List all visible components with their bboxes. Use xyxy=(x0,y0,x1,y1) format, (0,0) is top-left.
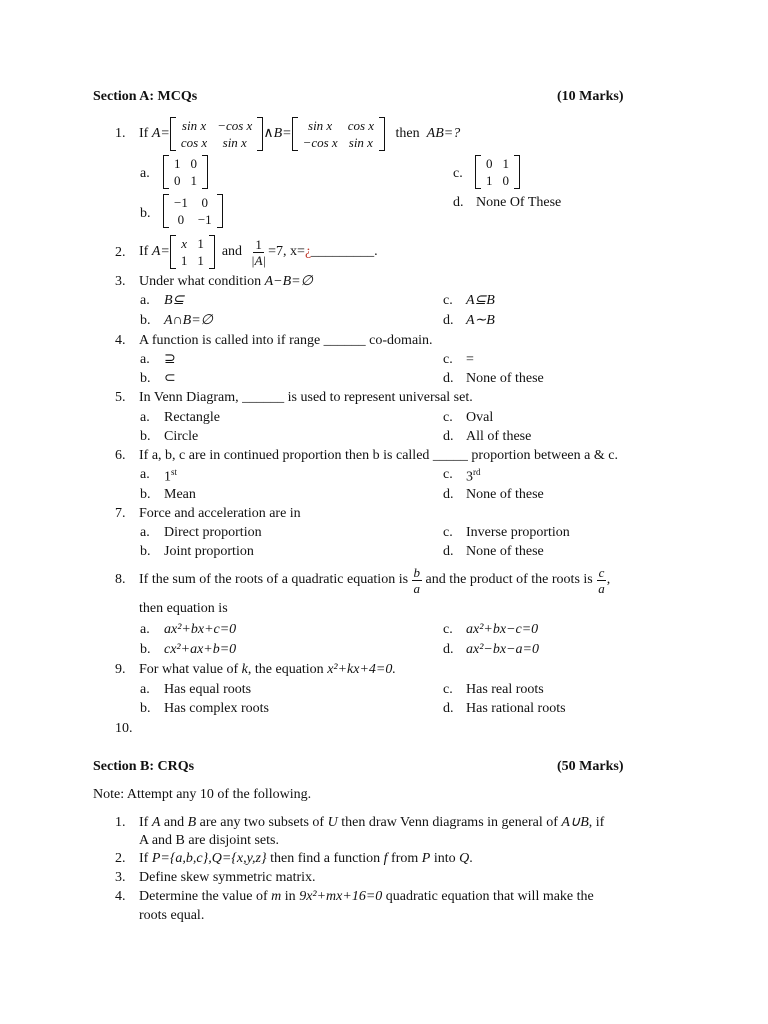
q3-opt-b: A∩B=∅ xyxy=(164,313,213,328)
q3-opt-a: B⊆ xyxy=(164,293,185,308)
q5-opt-d: All of these xyxy=(466,429,532,444)
q1-opt-b-label: b. xyxy=(140,206,151,221)
section-a-title: Section A: MCQs xyxy=(93,89,198,104)
q1-b-label: B= xyxy=(273,126,292,141)
q4-opt-b-label: b. xyxy=(140,371,151,386)
q5-number: 5. xyxy=(115,390,126,405)
q6-opt-b: Mean xyxy=(164,487,196,502)
q7-opt-b-label: b. xyxy=(140,544,151,559)
q4-opt-d: None of these xyxy=(466,371,544,386)
q4-opt-c-label: c. xyxy=(443,352,453,367)
q2-stem: If A= x 1 1 1 and $\frac{1}{|A|}$ =7, x= ¿ _________. xyxy=(139,236,378,268)
q5-opt-b: Circle xyxy=(164,429,199,444)
q8-number: 8. xyxy=(115,572,126,587)
q3-opt-b-label: b. xyxy=(140,313,151,328)
q3-opt-a-label: a. xyxy=(140,293,150,308)
q9-opt-c-label: c. xyxy=(443,682,453,697)
q7-opt-a-label: a. xyxy=(140,525,150,540)
q5-opt-d-label: d. xyxy=(443,429,454,444)
q5-opt-a: Rectangle xyxy=(164,410,220,425)
q2-red-mark: ¿ xyxy=(304,244,312,259)
b-q4-line2: roots equal. xyxy=(139,908,205,923)
q4-stem: A function is called into if range ______ co-domain. xyxy=(139,333,433,348)
q4-opt-b: ⊂ xyxy=(164,371,176,386)
q1-opt-a-matrix: 1 0 0 1 xyxy=(163,155,208,189)
q5-opt-a-label: a. xyxy=(140,410,150,425)
q7-opt-d: None of these xyxy=(466,544,544,559)
q7-number: 7. xyxy=(115,506,126,521)
q6-opt-c: 3rd xyxy=(466,467,481,485)
q4-opt-a-label: a. xyxy=(140,352,150,367)
q1-matrix-b: sin x cos x −cos x sin x xyxy=(292,117,385,151)
q9-stem: For what value of k, the equation x²+kx+4=0. xyxy=(139,662,396,677)
q9-opt-b: Has complex roots xyxy=(164,701,269,716)
q1-number: 1. xyxy=(115,126,126,141)
q3-opt-d-label: d. xyxy=(443,313,454,328)
q9-opt-d-label: d. xyxy=(443,701,454,716)
q5-opt-b-label: b. xyxy=(140,429,151,444)
q4-number: 4. xyxy=(115,333,126,348)
b-q2-number: 2. xyxy=(115,851,126,866)
q8-opt-c-label: c. xyxy=(443,622,453,637)
q1-opt-d: None Of These xyxy=(476,195,562,210)
q1-opt-a-label: a. xyxy=(140,166,150,181)
q9-number: 9. xyxy=(115,662,126,677)
q2-fraction: $\frac{1}{|A|}$ xyxy=(251,236,267,268)
q6-stem: If a, b, c are in continued proportion then b is called _____ proportion between a & c. xyxy=(139,448,618,463)
b-q4-number: 4. xyxy=(115,889,126,904)
q7-opt-b: Joint proportion xyxy=(164,544,254,559)
q6-opt-a-label: a. xyxy=(140,467,150,482)
q5-opt-c-label: c. xyxy=(443,410,453,425)
q5-stem: In Venn Diagram, ______ is used to represent universal set. xyxy=(139,390,473,405)
q4-opt-a: ⊇ xyxy=(164,352,176,367)
q6-opt-a: 1st xyxy=(164,467,178,485)
q7-opt-a: Direct proportion xyxy=(164,525,262,540)
q8-opt-d-label: d. xyxy=(443,642,454,657)
q1-opt-b-matrix: −1 0 0 −1 xyxy=(163,194,223,228)
section-a-marks: (10 Marks) xyxy=(557,89,624,104)
q8-fraction-c-a: $\frac{c}{a}$ xyxy=(598,564,605,596)
q6-opt-c-label: c. xyxy=(443,467,453,482)
q1-matrix-a: sin x −cos x cos x sin x xyxy=(170,117,263,151)
q9-opt-a: Has equal roots xyxy=(164,682,252,697)
q8-opt-c: ax²+bx−c=0 xyxy=(466,622,539,637)
q6-opt-d-label: d. xyxy=(443,487,454,502)
q2-blank: _________. xyxy=(311,244,378,259)
q1-opt-c-label: c. xyxy=(453,166,463,181)
q10-number: 10. xyxy=(115,721,133,736)
q6-opt-b-label: b. xyxy=(140,487,151,502)
q8-fraction-b-a: $\frac{b}{a}$ xyxy=(413,564,421,596)
q8-opt-a: ax²+bx+c=0 xyxy=(164,622,237,637)
b-q1-stem: If A and B are any two subsets of U then draw Venn diagrams in general of A∪B, if xyxy=(139,815,605,830)
b-q2-stem: If P={a,b,c},Q={x,y,z} then find a function f from P into Q. xyxy=(139,851,473,866)
b-q1-line2: A and B are disjoint sets. xyxy=(139,833,279,848)
q9-opt-a-label: a. xyxy=(140,682,150,697)
q6-opt-d: None of these xyxy=(466,487,544,502)
q8-line2: then equation is xyxy=(139,601,228,616)
q8-stem: If the sum of the roots of a quadratic equation is $\frac{b}{a}$ and the product of the roots is $\frac{c}{a}$ , xyxy=(139,564,611,596)
q3-number: 3. xyxy=(115,274,126,289)
q8-opt-a-label: a. xyxy=(140,622,150,637)
q3-opt-d: A∼B xyxy=(466,313,495,328)
q2-matrix: x 1 1 1 xyxy=(170,235,215,269)
q3-opt-c-label: c. xyxy=(443,293,453,308)
b-q3-number: 3. xyxy=(115,870,126,885)
q3-opt-c: A⊆B xyxy=(466,293,495,308)
q1-opt-c-matrix: 0 1 1 0 xyxy=(475,155,520,189)
b-q4-stem: Determine the value of m in 9x²+mx+16=0 quadratic equation that will make the xyxy=(139,889,594,904)
q1-expr: AB=? xyxy=(426,126,461,141)
q1-and-symbol: ∧ xyxy=(263,126,274,141)
q4-opt-d-label: d. xyxy=(443,371,454,386)
q9-opt-c: Has real roots xyxy=(466,682,544,697)
q6-number: 6. xyxy=(115,448,126,463)
b-q3-stem: Define skew symmetric matrix. xyxy=(139,870,316,885)
q8-opt-b: cx²+ax+b=0 xyxy=(164,642,237,657)
section-b-note: Note: Attempt any 10 of the following. xyxy=(93,787,312,802)
b-q1-number: 1. xyxy=(115,815,126,830)
q9-opt-b-label: b. xyxy=(140,701,151,716)
q1-a-label: A= xyxy=(151,126,170,141)
q8-opt-d: ax²−bx−a=0 xyxy=(466,642,539,657)
q7-opt-d-label: d. xyxy=(443,544,454,559)
q1-if: If xyxy=(139,126,149,141)
q7-stem: Force and acceleration are in xyxy=(139,506,301,521)
q5-opt-c: Oval xyxy=(466,410,494,425)
q1-then: then xyxy=(395,126,420,141)
q3-stem: Under what condition A−B=∅ xyxy=(139,274,313,289)
q9-opt-d: Has rational roots xyxy=(466,701,566,716)
q2-number: 2. xyxy=(115,245,126,260)
q4-opt-c: = xyxy=(466,352,474,367)
section-b-title: Section B: CRQs xyxy=(93,759,195,774)
q8-opt-b-label: b. xyxy=(140,642,151,657)
q1-opt-d-label: d. xyxy=(453,195,464,210)
q7-opt-c-label: c. xyxy=(443,525,453,540)
section-b-marks: (50 Marks) xyxy=(557,759,624,774)
q1-stem xyxy=(139,116,460,152)
q7-opt-c: Inverse proportion xyxy=(466,525,570,540)
